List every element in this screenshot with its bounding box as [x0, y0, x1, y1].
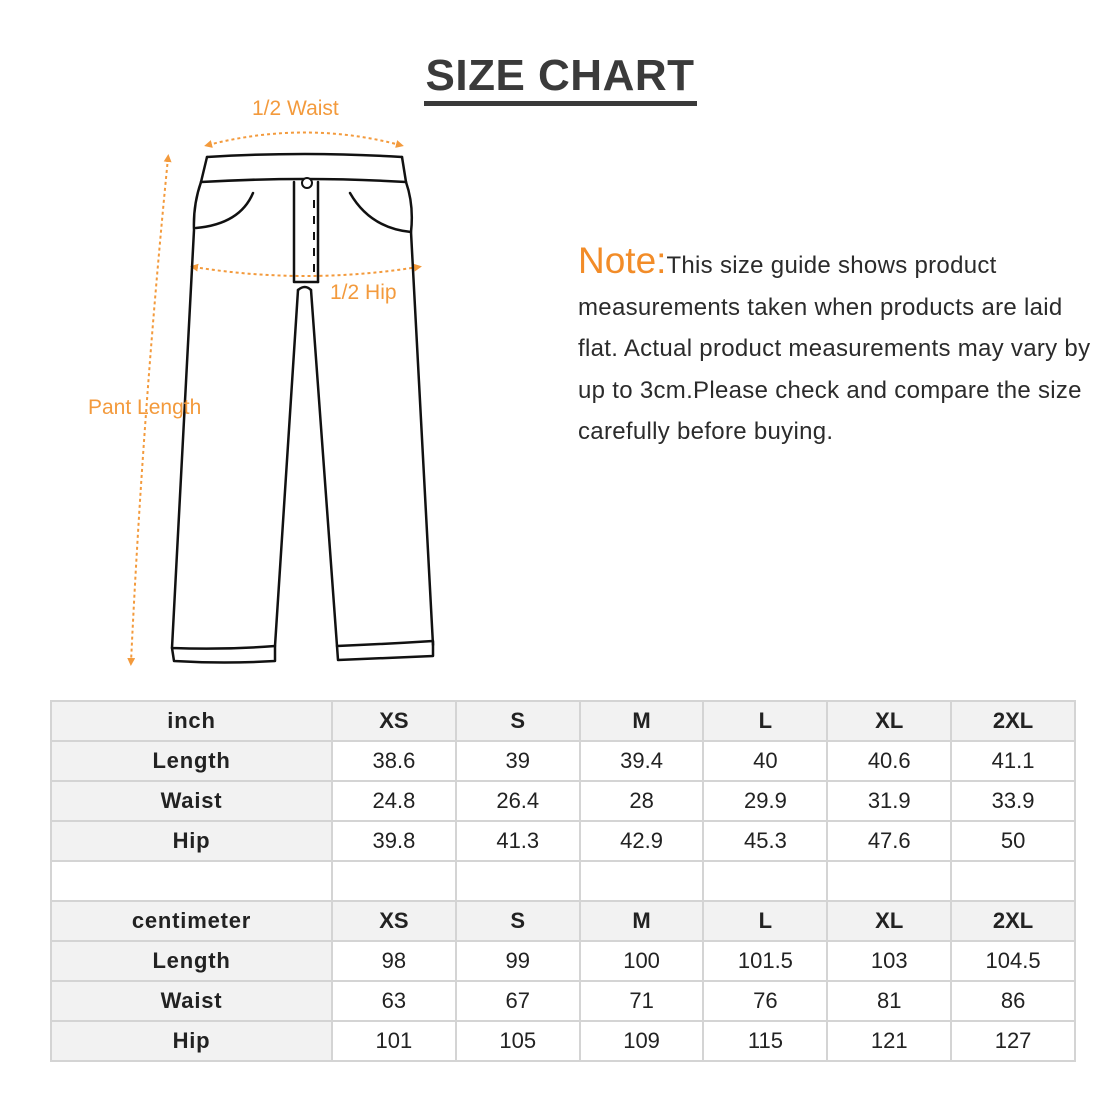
table-cell: 40 — [703, 741, 827, 781]
size-note — [578, 240, 1098, 453]
table-cell: 24.8 — [332, 781, 456, 821]
unit-label-inch: inch — [51, 701, 332, 741]
table-cell — [51, 861, 332, 901]
table-cell: 33.9 — [951, 781, 1075, 821]
table-cell: 45.3 — [703, 821, 827, 861]
table-cell: 81 — [827, 981, 951, 1021]
table-cell: 103 — [827, 941, 951, 981]
size-header-2xl: 2XL — [951, 701, 1075, 741]
row-label-hip: Hip — [51, 1021, 332, 1061]
table-cell: 76 — [703, 981, 827, 1021]
table-cell — [827, 861, 951, 901]
cm-header-row — [51, 901, 1075, 941]
table-cell — [703, 861, 827, 901]
row-label-hip: Hip — [51, 821, 332, 861]
button-icon — [302, 178, 312, 188]
size-header-xs: XS — [332, 701, 456, 741]
size-header-m: M — [580, 701, 704, 741]
size-header-2xl: 2XL — [951, 901, 1075, 941]
waist-measure-label: 1/2 Waist — [252, 97, 339, 120]
table-cell: 104.5 — [951, 941, 1075, 981]
table-cell: 39.4 — [580, 741, 704, 781]
inch-header-row — [51, 701, 1075, 741]
table-row — [51, 821, 1075, 861]
size-header-l: L — [703, 701, 827, 741]
table-cell: 98 — [332, 941, 456, 981]
table-row — [51, 941, 1075, 981]
table-row — [51, 1021, 1075, 1061]
table-cell: 31.9 — [827, 781, 951, 821]
size-header-s: S — [456, 901, 580, 941]
size-header-l: L — [703, 901, 827, 941]
table-cell: 101 — [332, 1021, 456, 1061]
unit-label-cm: centimeter — [51, 901, 332, 941]
table-cell: 50 — [951, 821, 1075, 861]
note-text: This size guide shows product measurements taken when products are laid flat. Actual product measurements may vary by up to 3cm.Please check and compare the size carefully before buying. — [578, 252, 1091, 445]
table-cell: 63 — [332, 981, 456, 1021]
table-cell: 115 — [703, 1021, 827, 1061]
waist-measure-arrow — [208, 133, 400, 146]
table-cell: 67 — [456, 981, 580, 1021]
table-cell — [332, 861, 456, 901]
size-header-m: M — [580, 901, 704, 941]
table-cell: 100 — [580, 941, 704, 981]
table-cell: 41.1 — [951, 741, 1075, 781]
row-label-length: Length — [51, 741, 332, 781]
table-cell: 71 — [580, 981, 704, 1021]
table-cell: 41.3 — [456, 821, 580, 861]
size-table — [50, 700, 1076, 1062]
table-cell: 121 — [827, 1021, 951, 1061]
length-measure-label: Pant Length — [88, 396, 202, 419]
table-row — [51, 741, 1075, 781]
pants-diagram — [0, 0, 560, 690]
table-cell: 99 — [456, 941, 580, 981]
spacer-row — [51, 861, 1075, 901]
note-label: Note: — [578, 240, 667, 281]
table-row — [51, 781, 1075, 821]
size-header-s: S — [456, 701, 580, 741]
size-header-xl: XL — [827, 701, 951, 741]
table-cell: 40.6 — [827, 741, 951, 781]
table-cell: 47.6 — [827, 821, 951, 861]
table-cell: 105 — [456, 1021, 580, 1061]
table-cell: 101.5 — [703, 941, 827, 981]
table-cell — [580, 861, 704, 901]
table-cell: 127 — [951, 1021, 1075, 1061]
hip-measure-arrow — [194, 267, 418, 276]
table-cell — [951, 861, 1075, 901]
table-cell: 38.6 — [332, 741, 456, 781]
table-cell — [456, 861, 580, 901]
table-row — [51, 981, 1075, 1021]
row-label-waist: Waist — [51, 781, 332, 821]
hip-measure-label: 1/2 Hip — [330, 281, 397, 304]
table-cell: 26.4 — [456, 781, 580, 821]
table-cell: 39.8 — [332, 821, 456, 861]
size-header-xl: XL — [827, 901, 951, 941]
table-cell: 109 — [580, 1021, 704, 1061]
row-label-length: Length — [51, 941, 332, 981]
page-title: SIZE CHART — [424, 52, 697, 106]
table-cell: 42.9 — [580, 821, 704, 861]
table-cell: 28 — [580, 781, 704, 821]
row-label-waist: Waist — [51, 981, 332, 1021]
table-cell: 29.9 — [703, 781, 827, 821]
table-cell: 86 — [951, 981, 1075, 1021]
table-cell: 39 — [456, 741, 580, 781]
size-header-xs: XS — [332, 901, 456, 941]
